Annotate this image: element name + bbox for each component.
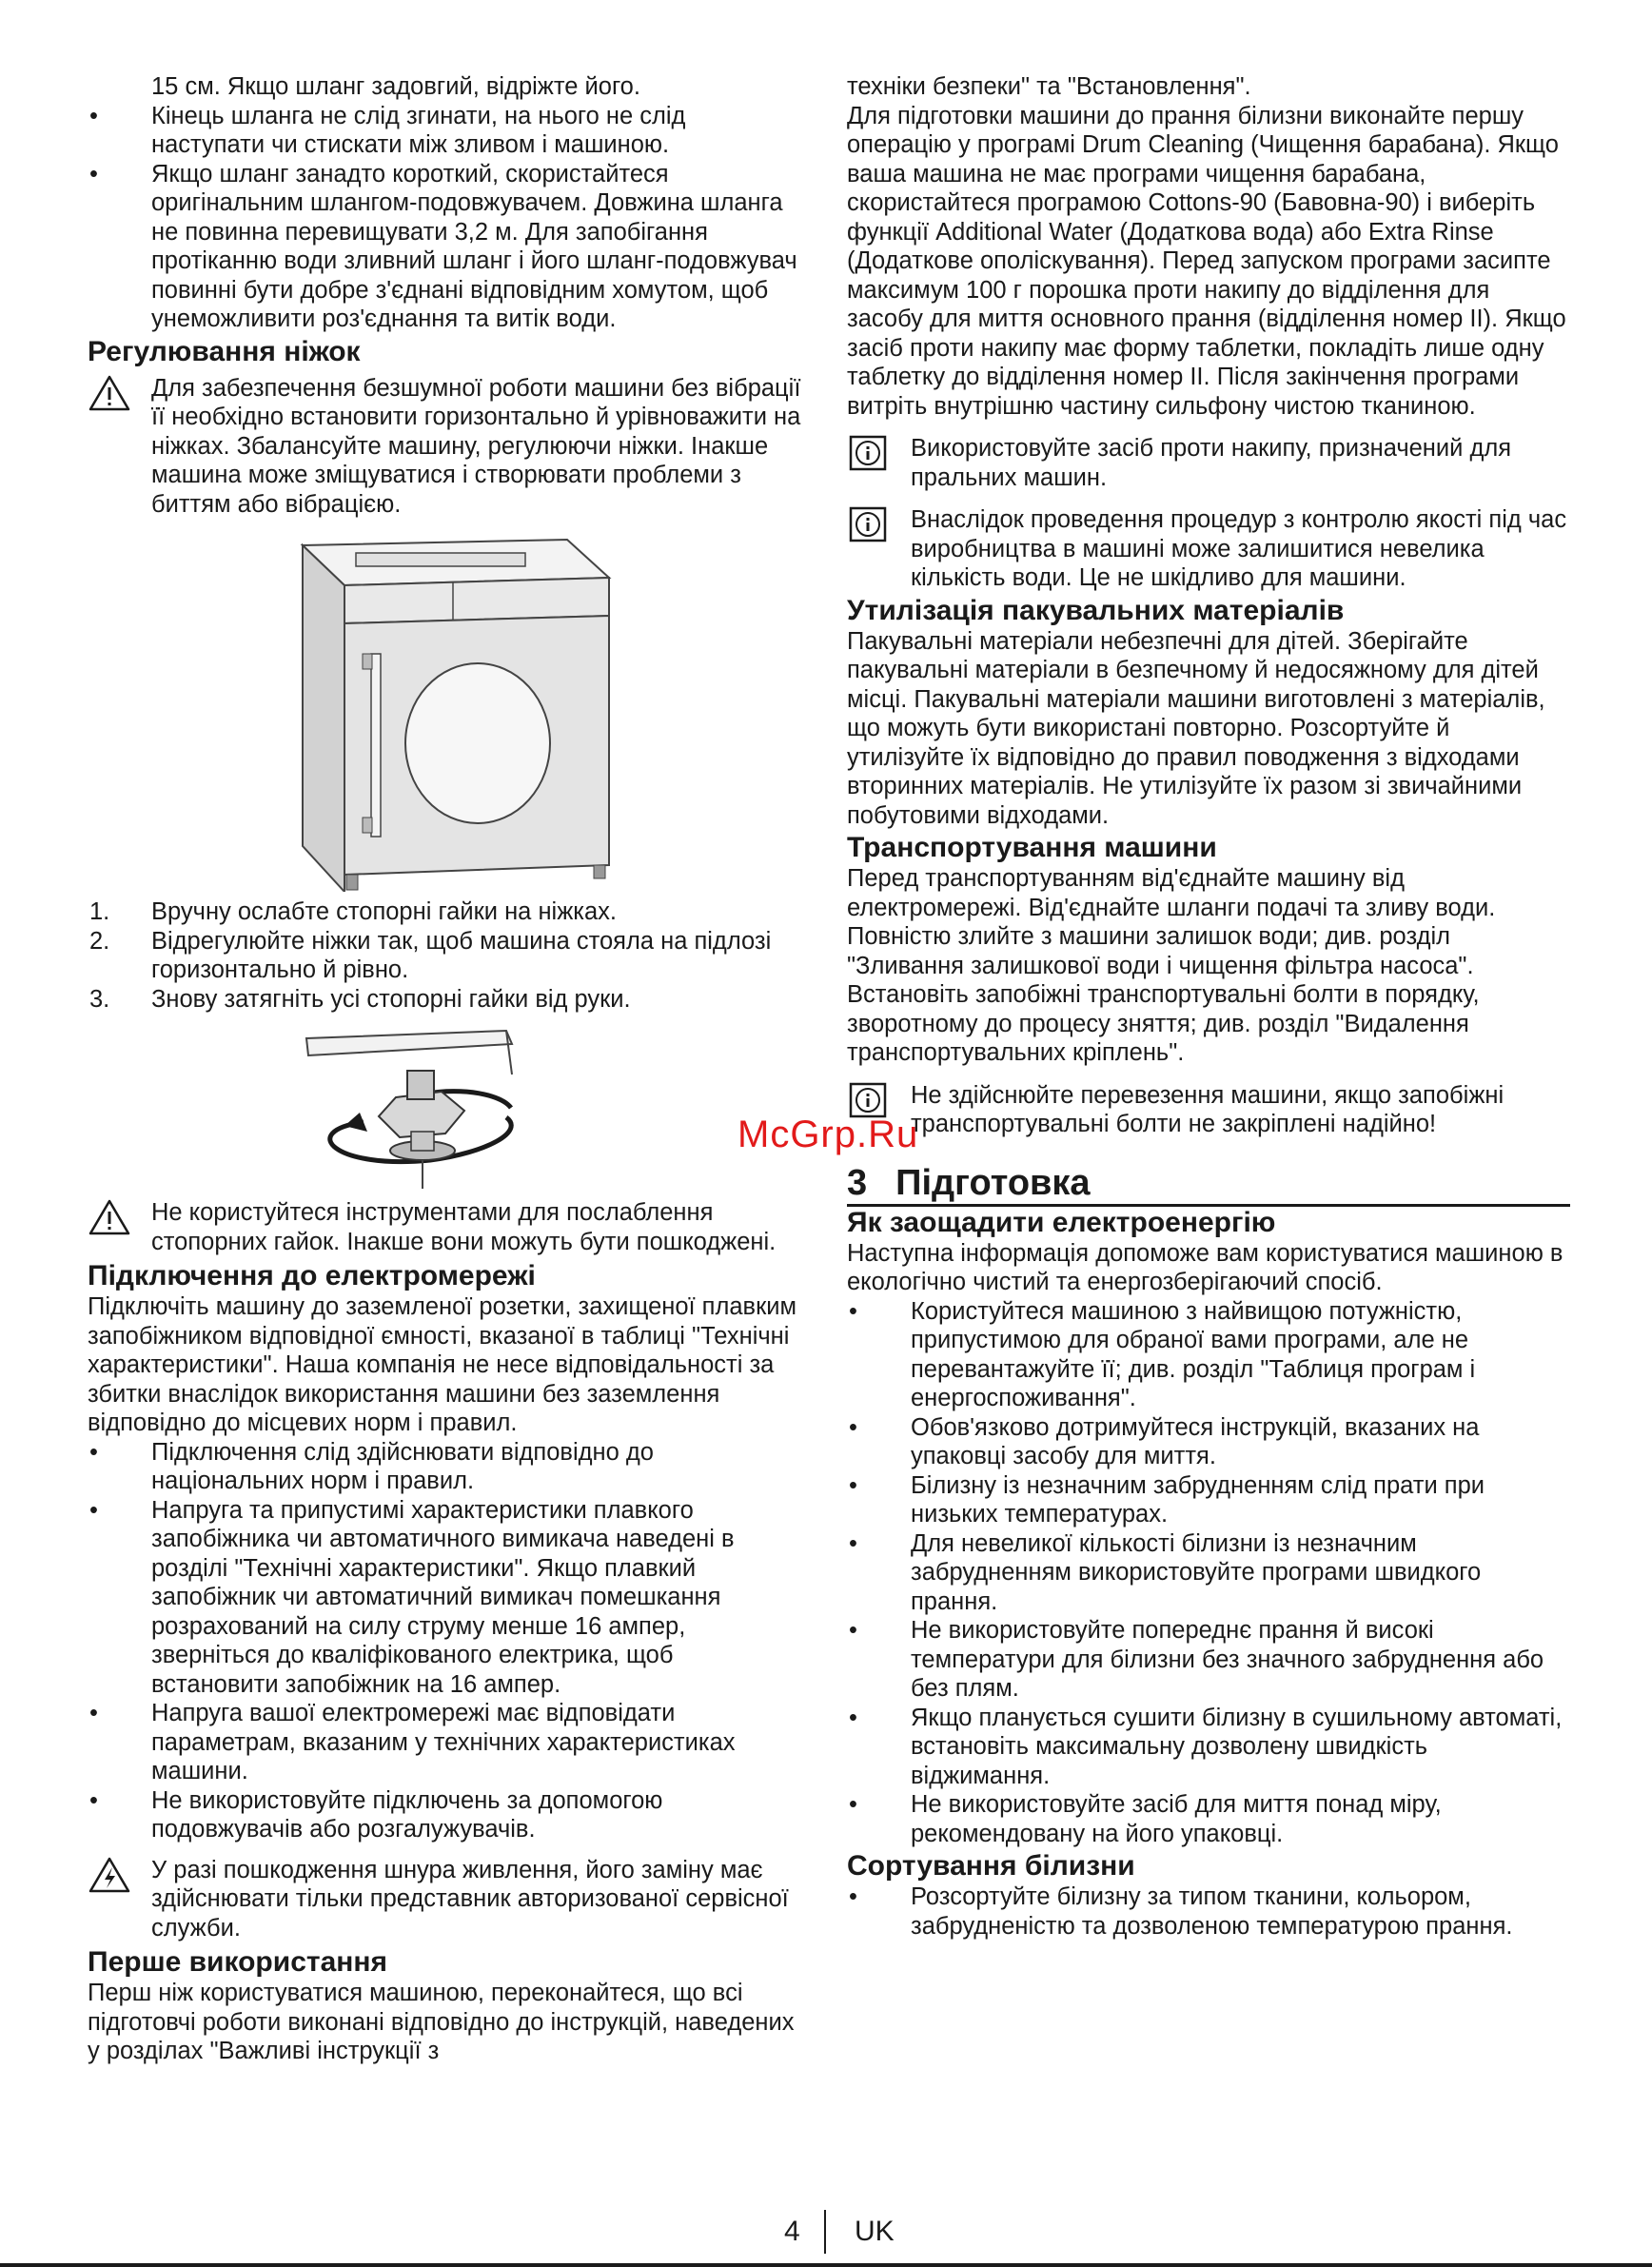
packaging-text: Пакувальні матеріали небезпечні для дітей. Зберігайте пакувальні матеріали в безпечному й недосяжному для дітей місці. Пакувальні матеріали машини виготовлені з матеріалів, що можуть бути використані повторно. Розсортуйте й утилізуйте їх відповідно до правил поводження з відходами вторинних матеріалів. Не утилізуйте їх разом зі звичайними побутовими відходами. bbox=[847, 627, 1545, 829]
first-use-text: Перш ніж користуватися машиною, переконайтеся, що всі підготовчі роботи виконані відповідно до інструкцій, наведених у розділах "Важливі інструкції з bbox=[88, 1980, 795, 2064]
step-number: 1. bbox=[89, 898, 110, 925]
list-item bbox=[88, 927, 801, 985]
list-item: • Не використовуйте попереднє прання й високі температури для білизни без значного забруднення або без плям. bbox=[847, 1616, 1570, 1704]
list-item: • Не використовуйте засіб для миття понад міру, рекомендовану на його упаковці. bbox=[847, 1790, 1570, 1848]
tools-warning-text: Не користуйтеся інструментами для послаблення стопорних гайок. Інакше вони можуть бути пошкоджені. bbox=[151, 1199, 777, 1255]
power-text: Підключіть машину до заземленої розетки, захищеної плавким запобіжником відповідної ємності, вказаної в таблиці "Технічні характеристики". Наша компанія не несе відповідальності за збитки внаслідок використання машини без заземлення відповідно до місцевих норм і правил. bbox=[88, 1293, 797, 1436]
info-note-text: Внаслідок проведення процедур з контролю якості під час виробництва в машині може залишитися невелика кількість води. Це не шкідливо для машини. bbox=[911, 506, 1567, 591]
first-use-text-2: Для підготовки машини до прання білизни виконайте першу операцію у програмі Drum Cleaning (Чищення барабана). Якщо ваша машина не має програми чищення барабана, скористайтеся програмою Cottons-90 (Бавовна-90) і виберіть функції Additional Water (Додаткова вода) або Extra Rinse (Додаткове ополіскування). Перед запуском програми засипте максимум 100 г порошка проти накипу до відділення для засобу для миття основного прання (відділення номер II). Якщо засіб проти накипу має форму таблетки, покладіть лише одну таблетку до відділення номер II. Після закінчення програми витріть внутрішню частину сильфону чистою тканиною. bbox=[847, 102, 1566, 420]
left-column bbox=[88, 72, 801, 2066]
electric-warning-icon bbox=[88, 1856, 131, 1894]
chapter-number: 3 bbox=[847, 1162, 868, 1203]
step-number: 3. bbox=[89, 985, 110, 1013]
cord-warning bbox=[88, 1856, 801, 1943]
info-note bbox=[847, 1081, 1570, 1139]
hose-bullet-list bbox=[88, 102, 801, 334]
info-icon bbox=[847, 434, 891, 472]
step-number: 2. bbox=[89, 927, 110, 955]
power-bullet-list bbox=[88, 1438, 801, 1844]
list-item: • Користуйтеся машиною з найвищою потужністю, припустимою для обраної вами програми, але не перевантажуйте її; див. розділ "Таблиця програм і енергоспоживання". bbox=[847, 1297, 1570, 1413]
chapter-name: Підготовка bbox=[895, 1162, 1091, 1203]
transport-text: Перед транспортуванням від'єднайте машину від електромережі. Від'єднайте шланги подачі та зливу води. Повністю злийте з машини залишок води; див. розділ "Зливання залишкової води і чищення фільтра насоса". Встановіть запобіжні транспортувальні болти в порядку, зворотному до процесу зняття; див. розділ "Видалення транспортувальних кріплень". bbox=[847, 865, 1496, 1066]
language-code: UK bbox=[855, 2216, 895, 2247]
energy-heading: Як заощадити електроенергію bbox=[847, 1206, 1276, 1238]
cord-warning-text: У разі пошкодження шнура живлення, його заміну має здійснювати тільки представник авторизованої сервісної служби. bbox=[151, 1856, 789, 1942]
warning-triangle-icon bbox=[88, 374, 131, 412]
list-item: • Напруга та припустимі характеристики плавкого запобіжника чи автоматичного вимикача наведені в розділі "Технічні характеристики". Якщо плавкий запобіжник чи автоматичний вимикач помешкання розрахований на силу струму менше 16 ампер, зверніться до кваліфікованого електрика, щоб встановити запобіжник на 16 ампер. bbox=[88, 1496, 801, 1700]
info-note-text: Не здійснюйте перевезення машини, якщо запобіжні транспортувальні болти не закріплені надійно! bbox=[911, 1081, 1504, 1137]
list-item: • Розсортуйте білизну за типом тканини, кольором, забрудненістю та дозволеною температурою прання. bbox=[847, 1883, 1570, 1941]
page-footer bbox=[0, 2216, 1652, 2254]
packaging-heading: Утилізація пакувальних матеріалів bbox=[847, 594, 1345, 626]
list-item bbox=[88, 985, 801, 1015]
first-use-heading: Перше використання bbox=[88, 1946, 387, 1978]
adjustable-foot-illustration bbox=[88, 1017, 801, 1191]
feet-warning-text: Для забезпечення безшумної роботи машини без вібрації її необхідно встановити горизонтально й урівноважити на ніжках. Збалансуйте машину, регулюючи ніжки. Інакше машина може зміщуватися і створювати проблеми з биттям або вібрацією. bbox=[151, 374, 801, 518]
list-item: • Кінець шланга не слід згинати, на нього не слід наступати чи стискати між зливом і машиною. bbox=[88, 102, 801, 160]
info-note-text: Використовуйте засіб проти накипу, призначений для пральних машин. bbox=[911, 435, 1512, 491]
footer-divider bbox=[824, 2210, 826, 2254]
sorting-bullet-list bbox=[847, 1883, 1570, 1941]
list-item: • Напруга вашої електромережі має відповідати параметрам, вказаним у технічних характеристиках машини. bbox=[88, 1699, 801, 1786]
list-item: • Підключення слід здійснювати відповідно до національних норм і правил. bbox=[88, 1438, 801, 1496]
info-note bbox=[847, 434, 1570, 492]
tools-warning bbox=[88, 1198, 801, 1256]
step-text: Відрегулюйте ніжки так, щоб машина стояла на підлозі горизонтально й рівно. bbox=[151, 927, 772, 983]
list-item bbox=[88, 897, 801, 927]
step-text: Вручну ослабте стопорні гайки на ніжках. bbox=[151, 898, 617, 925]
list-item: • Обов'язково дотримуйтеся інструкцій, вказаних на упаковці засобу для миття. bbox=[847, 1413, 1570, 1471]
list-item: • Якщо шланг занадто короткий, скористайтеся оригінальним шлангом-подовжувачем. Довжина шланга не повинна перевищувати 3,2 м. Для запобігання протіканню води зливний шланг і його шланг-подовжувач повинні бути добре з'єднані відповідним хомутом, щоб унеможливити роз'єднання та витік води. bbox=[88, 160, 801, 334]
first-use-continuation: техніки безпеки" та "Встановлення". bbox=[847, 73, 1251, 100]
step-text: Знову затягніть усі стопорні гайки від руки. bbox=[151, 985, 631, 1013]
info-note bbox=[847, 505, 1570, 593]
transport-heading: Транспортування машини bbox=[847, 832, 1217, 863]
feet-steps-list bbox=[88, 897, 801, 1014]
right-column bbox=[847, 72, 1570, 1941]
list-item: • Не використовуйте підключень за допомогою подовжувачів або розгалужувачів. bbox=[88, 1786, 801, 1844]
watermark: McGrp.Ru bbox=[738, 1114, 919, 1155]
page-number: 4 bbox=[784, 2216, 800, 2247]
bottom-rule bbox=[0, 2263, 1652, 2267]
washing-machine-illustration bbox=[88, 532, 801, 892]
power-heading: Підключення до електромережі bbox=[88, 1260, 536, 1291]
sorting-heading: Сортування білизни bbox=[847, 1850, 1135, 1882]
list-item: • Білизну із незначним забрудненням слід прати при низьких температурах. bbox=[847, 1471, 1570, 1529]
energy-text: Наступна інформація допоможе вам користуватися машиною в екологічно чистий та енергозберігаючий спосіб. bbox=[847, 1239, 1564, 1295]
warning-triangle-icon bbox=[88, 1198, 131, 1236]
hose-continuation-text: 15 см. Якщо шланг задовгий, відріжте його. bbox=[151, 73, 640, 100]
energy-bullet-list bbox=[847, 1297, 1570, 1849]
list-item: • Якщо планується сушити білизну в сушильному автоматі, встановіть максимальну дозволену швидкість віджимання. bbox=[847, 1704, 1570, 1791]
list-item: • Для невеликої кількості білизни із незначним забрудненням використовуйте програми швидкого прання. bbox=[847, 1529, 1570, 1617]
info-icon bbox=[847, 505, 891, 543]
feet-heading: Регулювання ніжок bbox=[88, 335, 361, 367]
chapter-title bbox=[847, 1162, 1570, 1207]
feet-warning bbox=[88, 374, 801, 520]
